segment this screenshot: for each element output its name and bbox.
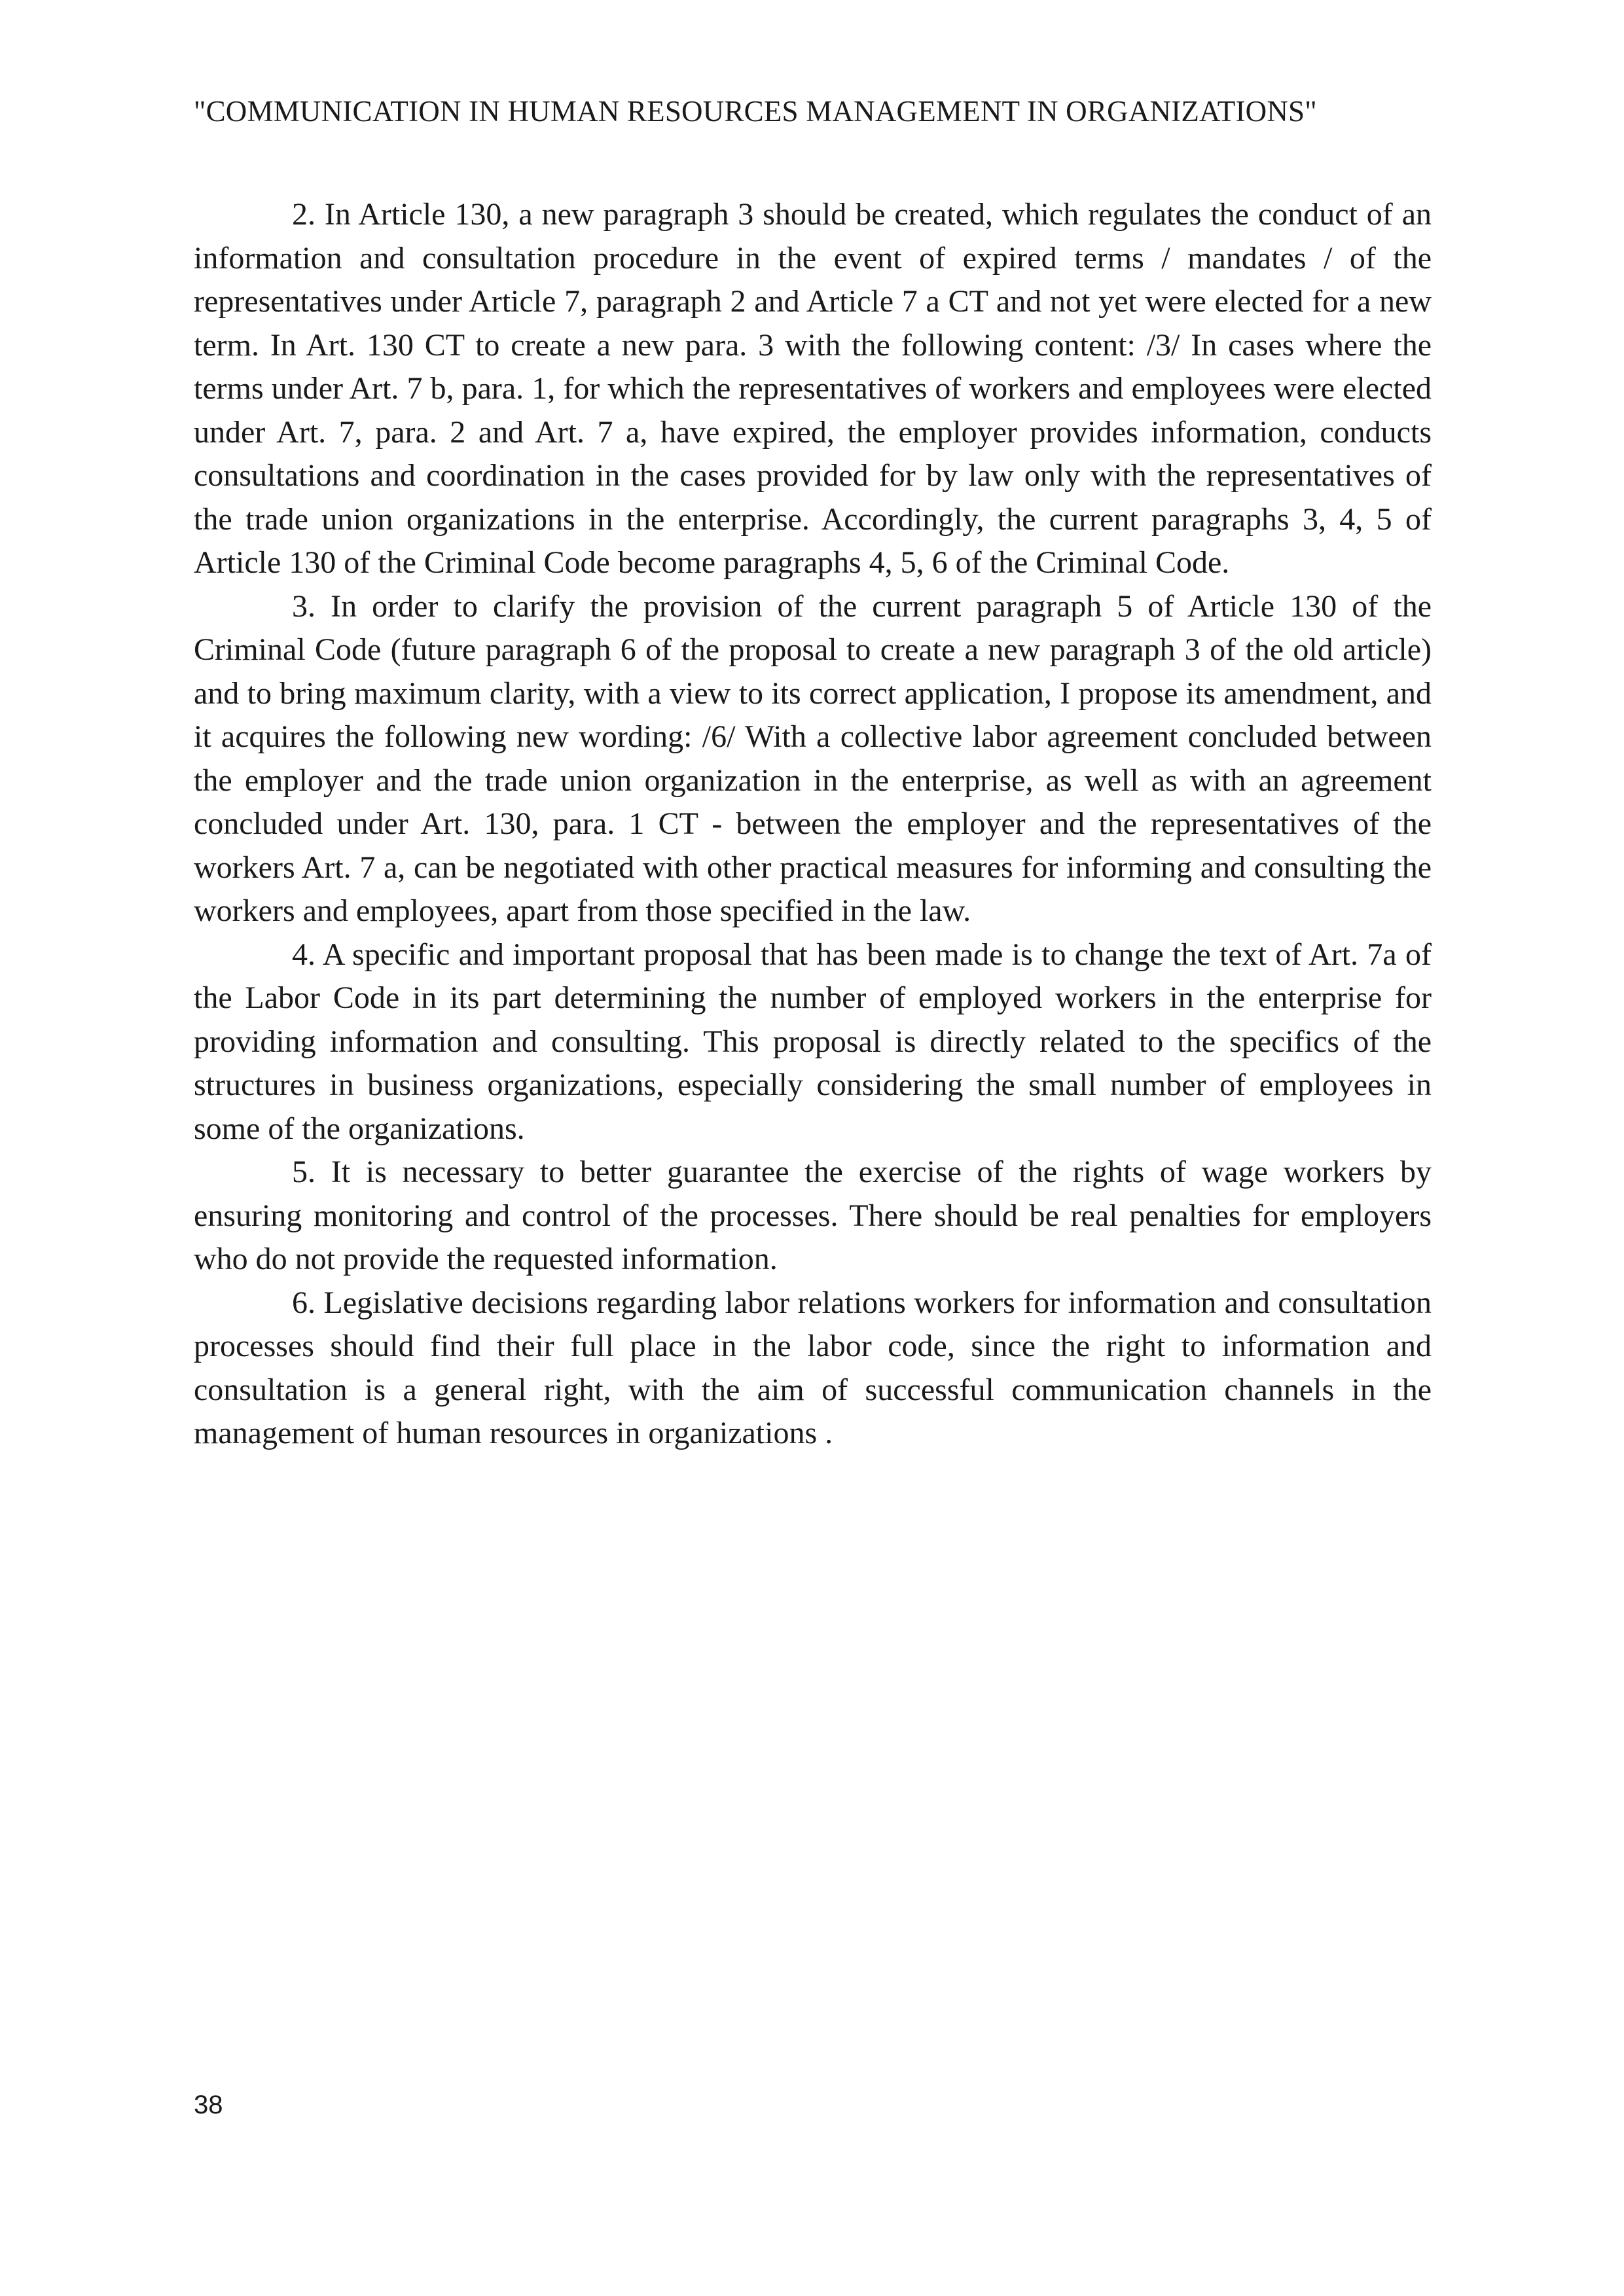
paragraph-2: 2. In Article 130, a new paragraph 3 should be created, which regulates the conduct of an information and consultation procedure in the event of expired terms / mandates / of the representatives under Article 7, paragraph 2 and Article 7 a CT and not yet were elected for a new term. In Art. 130 CT to create a new para. 3 with the following content: /3/ In cases where the terms under Art. 7 b, para. 1, for which the representatives of workers and employees were elected under Art. 7, para. 2 and Art. 7 a, have expired, the employer provides information, conducts consultations and coordination in the cases provided for by law only with the representatives of the trade union organizations in the enterprise. Accordingly, the current paragraphs 3, 4, 5 of Article 130 of the Criminal Code become paragraphs 4, 5, 6 of the Criminal Code. bbox=[194, 197, 1432, 580]
paragraph-4: 4. A specific and important proposal that has been made is to change the text of Art. 7a of the Labor Code in its part determining the number of employed workers in the enterprise for providing information and consulting. This proposal is directly related to the specifics of the structures in business organizations, especially considering the small number of employees in some of the organizations. bbox=[194, 937, 1432, 1146]
paragraph-6: 6. Legislative decisions regarding labor relations workers for information and consultation processes should find their full place in the labor code, since the right to information and consultation is a general right, with the aim of successful communication channels in the management of human resources in organizations . bbox=[194, 1285, 1432, 1450]
paragraph-5: 5. It is necessary to better guarantee the exercise of the rights of wage workers by ensuring monitoring and control of the processes. There should be real penalties for employers who do not provide the requested information. bbox=[194, 1155, 1432, 1276]
page-number: 38 bbox=[194, 2090, 223, 2119]
body-text bbox=[194, 193, 1432, 1456]
paragraph-3: 3. In order to clarify the provision of the current paragraph 5 of Article 130 of the Criminal Code (future paragraph 6 of the proposal to create a new paragraph 3 of the old article) and to bring maximum clarity, with a view to its correct application, I propose its amendment, and it acquires the following new wording: /6/ With a collective labor agreement concluded between the employer and the trade union organization in the enterprise, as well as with an agreement concluded under Art. 130, para. 1 CT - between the employer and the representatives of the workers Art. 7 a, can be negotiated with other practical measures for informing and consulting the workers and employees, apart from those specified in the law. bbox=[194, 588, 1432, 928]
running-header: "COMMUNICATION IN HUMAN RESOURCES MANAGEMENT IN ORGANIZATIONS" bbox=[194, 95, 1317, 128]
